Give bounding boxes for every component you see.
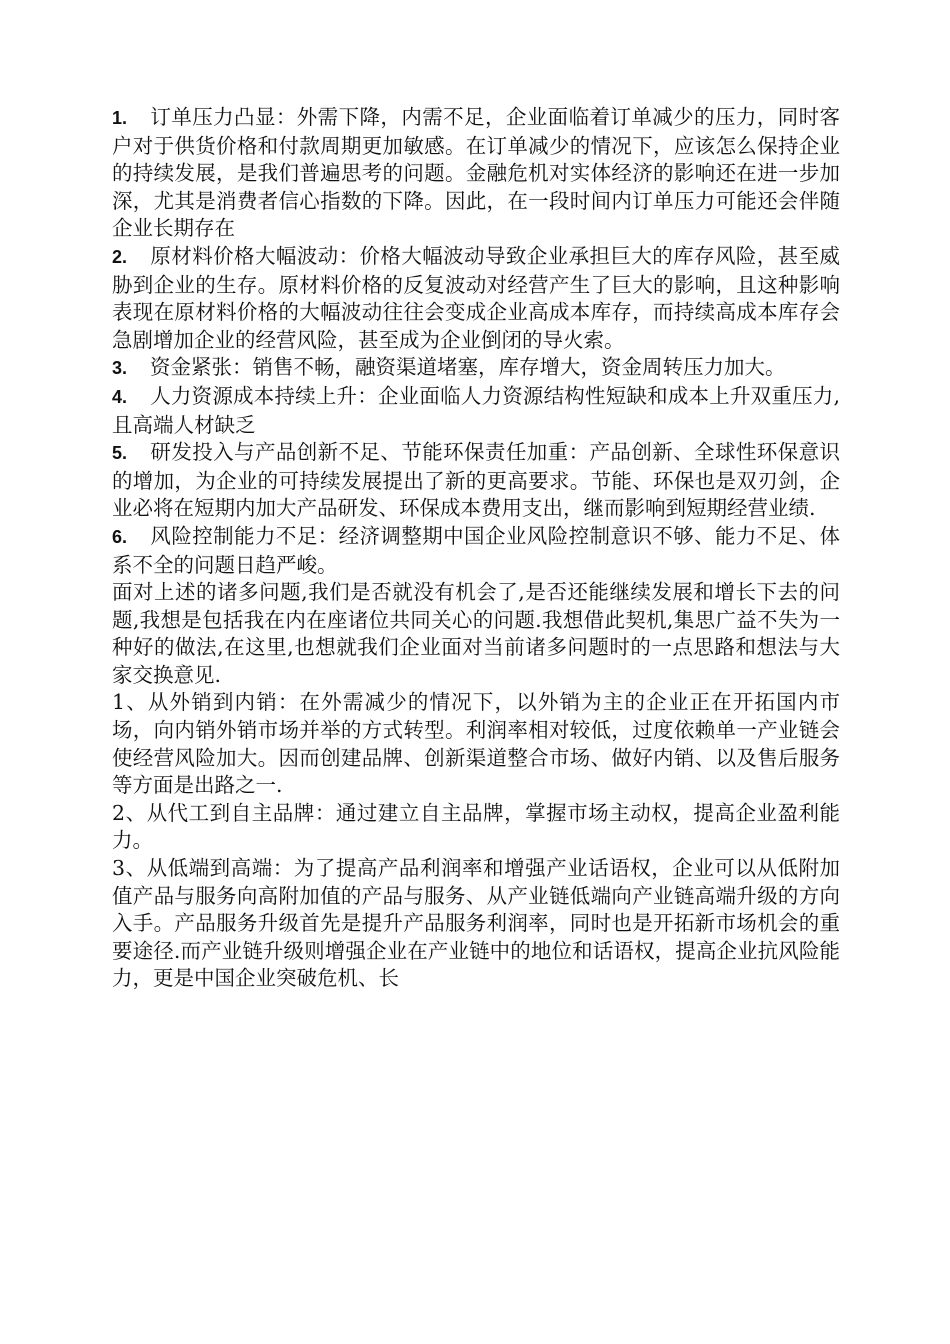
item-number: 2. [112,246,128,267]
item-number: 3. [112,358,128,379]
paragraph-text: 风险控制能力不足：经济调整期中国企业风险控制意识不够、能力不足、体系不全的问题日趋严峻。 [112,523,840,577]
paragraph-text: 原材料价格大幅波动：价格大幅波动导致企业承担巨大的库存风险，甚至威胁到企业的生存。原材料价格的反复波动对经营产生了巨大的影响，且这种影响表现在原材料价格的大幅波动往往会变成企业高成本库存，而持续高成本库存会急剧增加企业的经营风险，甚至成为企业倒闭的导火索。 [112,243,840,352]
paragraph-3 [112,354,840,383]
paragraph-5 [112,439,840,523]
paragraph-intro [112,579,840,689]
paragraph-strategy-3 [112,855,840,993]
paragraph-strategy-2 [112,800,840,855]
paragraph-text: 研发投入与产品创新不足、节能环保责任加重：产品创新、全球性环保意识的增加，为企业的可持续发展提出了新的更高要求。节能、环保也是双刃剑，企业必将在短期内加大产品研发、环保成本费用支出，继而影响到短期经营业绩. [112,440,840,521]
item-number: 1. [112,108,128,128]
paragraph-text: 2、从代工到自主品牌：通过建立自主品牌，掌握市场主动权，提高企业盈利能力。 [112,800,840,853]
item-number: 5. [112,443,128,464]
item-number: 6. [112,526,128,547]
paragraph-text: 面对上述的诸多问题,我们是否就没有机会了,是否还能继续发展和增长下去的问题,我想是包括我在内在座诸位共同关心的问题.我想借此契机,集思广益不失为一种好的做法,在这里,也想就我们企业面对当前诸多问题时的一点思路和想法与大家交换意见. [112,580,840,687]
paragraph-6 [112,523,840,579]
paragraph-1 [112,104,840,243]
paragraph-text: 订单压力凸显：外需下降，内需不足，企业面临着订单减少的压力，同时客户对于供货价格和付款周期更加敏感。在订单减少的情况下，应该怎么保持企业的持续发展，是我们普遍思考的问题。金融危机对实体经济的影响还在进一步加深，尤其是消费者信心指数的下降。因此，在一段时间内订单压力可能还会伴随企业长期存在 [112,105,840,241]
paragraph-text: 人力资源成本持续上升：企业面临人力资源结构性短缺和成本上升双重压力,且高端人材缺乏 [112,383,840,437]
paragraph-text: 3、从低端到高端：为了提高产品利润率和增强产业话语权，企业可以从低附加值产品与服务向高附加值的产品与服务、从产业链低端向产业链高端升级的方向入手。产品服务升级首先是提升产品服务利润率，同时也是开拓新市场机会的重要途径.而产业链升级则增强企业在产业链中的地位和话语权，提高企业抗风险能力，更是中国企业突破危机、长 [112,856,840,991]
document-body [112,104,840,993]
item-number: 4. [112,386,128,407]
paragraph-text: 资金紧张：销售不畅，融资渠道堵塞，库存增大，资金周转压力加大。 [150,355,786,380]
paragraph-2 [112,243,840,354]
paragraph-4 [112,383,840,439]
paragraph-text: 1、从外销到内销：在外需减少的情况下，以外销为主的企业正在开拓国内市场，向内销外销市场并举的方式转型。利润率相对较低，过度依赖单一产业链会使经营风险加大。因而创建品牌、创新渠道整合市场、做好内销、以及售后服务等方面是出路之一. [112,690,840,798]
paragraph-strategy-1 [112,689,840,799]
